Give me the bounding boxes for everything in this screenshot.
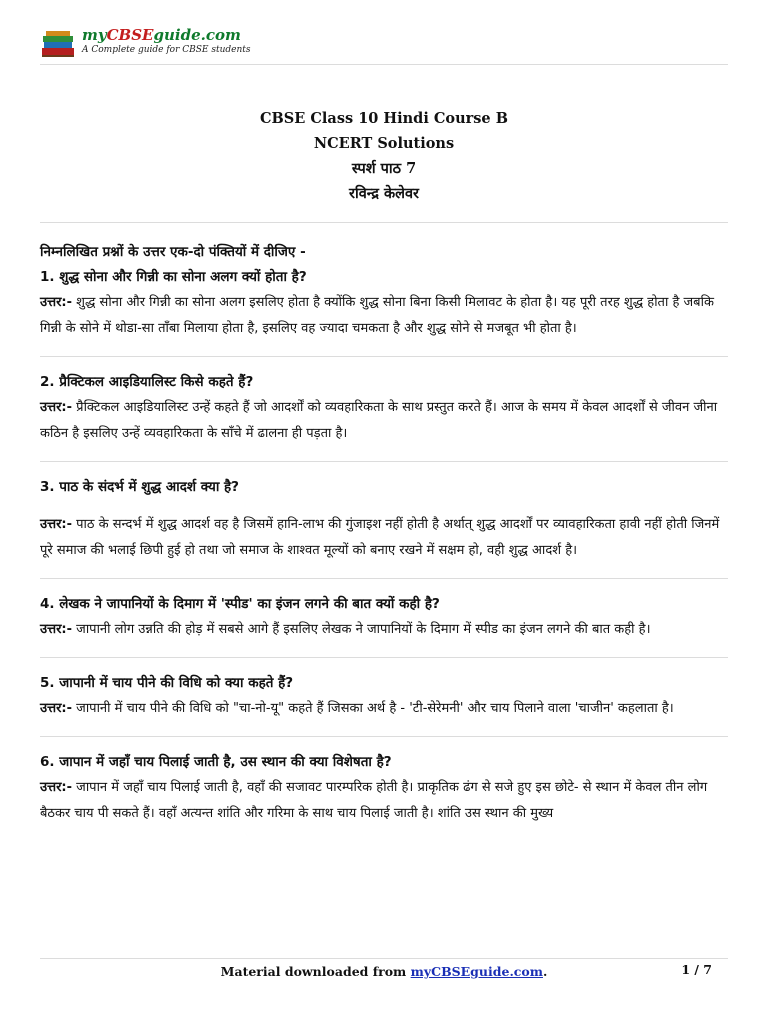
divider (40, 578, 728, 579)
divider (40, 461, 728, 462)
question-4: 4. लेखक ने जापानियों के दिमाग में 'स्पीड' का इंजन लगने की बात क्यों कही है? (40, 596, 440, 612)
footer-link[interactable]: myCBSEguide.com (410, 964, 543, 979)
qa-item-6 (40, 749, 728, 827)
footer-divider (40, 958, 728, 959)
title-line-1: CBSE Class 10 Hindi Course B (260, 110, 508, 127)
answer-4: उत्तर:- जापानी लोग उन्नति की होड़ में सबसे आगे हैं इसलिए लेखक ने जापानियों के दिमाग में स्पीड का इंजन लगने की बात कही है। (40, 622, 651, 637)
books-icon (40, 28, 78, 58)
divider (40, 657, 728, 658)
question-1: 1. शुद्ध सोना और गिन्नी का सोना अलग क्यों होता है? (40, 269, 307, 285)
qa-item-1 (40, 264, 728, 342)
answer-3: उत्तर:- पाठ के सन्दर्भ में शुद्ध आदर्श वह है जिसमें हानि-लाभ की गुंजाइश नहीं होती है अर्थात् शुद्ध आदर्शों पर व्यावहारिकता हावी नहीं होती जिनमें पूरे समाज की भलाई छिपी हुई हो तथा जो समाज के शाश्वत मूल्यों को बनाए रखने में सक्षम हो, वही शुद्ध आदर्श है। (40, 517, 720, 558)
question-5: 5. जापानी में चाय पीने की विधि को क्या कहते हैं? (40, 675, 294, 691)
question-2: 2. प्रैक्टिकल आइडियालिस्ट किसे कहते हैं? (40, 374, 254, 390)
question-3: 3. पाठ के संदर्भ में शुद्ध आदर्श क्या है? (40, 479, 240, 495)
answer-5: उत्तर:- जापानी में चाय पीने की विधि को "चा-नो-यू" कहते हैं जिसका अर्थ है - 'टी-सेरेमनी' और चाय पिलाने वाला 'चाजीन' कहलाता है। (40, 701, 674, 716)
answer-1: उत्तर:- शुद्ध सोना और गिन्नी का सोना अलग इसलिए होता है क्योंकि शुद्ध सोना बिना किसी मिलावट के होता है। यह पूरी तरह शुद्ध होता है जबकि गिन्नी के सोने में थोडा-सा ताँबा मिलाया होता है, इसलिए वह ज्यादा चमकता है और शुद्ध सोने से मजबूत भी होता है। (40, 295, 714, 336)
answer-label: उत्तर:- (40, 517, 73, 532)
answer-label: उत्तर:- (40, 295, 73, 310)
answer-label: उत्तर:- (40, 622, 73, 637)
answer-label: उत्तर:- (40, 780, 73, 795)
answer-6: उत्तर:- जापान में जहाँ चाय पिलाई जाती है, वहाँ की सजावट पारम्परिक होती है। प्राकृतिक ढंग से सजे हुए इस छोटे- से स्थान में केवल तीन लोग बैठकर चाय पी सकते हैं। वहाँ अत्यन्त शांति और गरिमा के साथ चाय पिलाई जाती है। शांति उस स्थान की मुख्य (40, 780, 708, 821)
title-block (40, 106, 728, 206)
title-line-4: रविन्द्र केलेवर (349, 185, 419, 202)
instructions: निम्नलिखित प्रश्नों के उत्तर एक-दो पंक्तियों में दीजिए - (40, 244, 306, 260)
qa-item-2 (40, 369, 728, 447)
answer-label: उत्तर:- (40, 701, 73, 716)
divider (40, 736, 728, 737)
qa-item-3 (40, 474, 728, 564)
qa-item-5 (40, 670, 728, 722)
footer (40, 964, 728, 984)
footer-credit: Material downloaded from myCBSEguide.com. (220, 964, 548, 979)
page-number: 1 / 7 (681, 962, 712, 977)
title-divider (40, 222, 728, 223)
logo-name: myCBSEguide.com (82, 26, 241, 44)
site-logo[interactable] (40, 26, 290, 62)
title-line-3: स्पर्श पाठ 7 (351, 160, 417, 177)
answer-2: उत्तर:- प्रैक्टिकल आइडियालिस्ट उन्हें कहते हैं जो आदर्शों को व्यवहारिकता के साथ प्रस्तुत करते हैं। आज के समय में केवल आदर्शों से जीवन जीना कठिन है इसलिए उन्हें व्यवहारिकता के साँचे में ढालना ही पड़ता है। (40, 400, 718, 441)
qa-item-4 (40, 591, 728, 643)
qa-content (40, 240, 728, 827)
question-6: 6. जापान में जहाँ चाय पिलाई जाती है, उस स्थान की क्या विशेषता है? (40, 754, 392, 770)
header-divider (40, 64, 728, 65)
logo-tagline: A Complete guide for CBSE students (82, 45, 251, 55)
answer-label: उत्तर:- (40, 400, 73, 415)
title-line-2: NCERT Solutions (313, 135, 455, 152)
divider (40, 356, 728, 357)
